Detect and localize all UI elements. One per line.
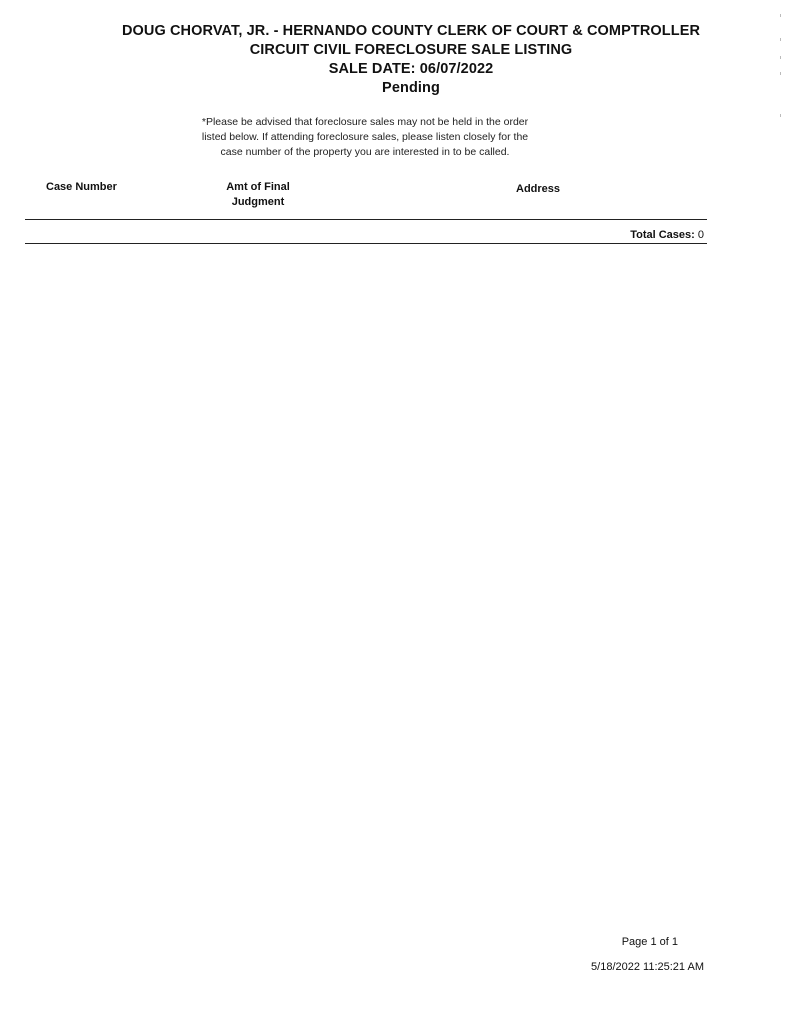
clerk-title: DOUG CHORVAT, JR. - HERNANDO COUNTY CLERK OF COURT & COMPTROLLER [121, 23, 701, 39]
status-label: Pending [382, 80, 440, 96]
sale-date: SALE DATE: 06/07/2022 [328, 61, 494, 77]
total-divider [25, 243, 707, 244]
scan-speck [780, 72, 781, 75]
column-header-address: Address [516, 183, 561, 195]
column-header-case-number: Case Number [46, 181, 117, 193]
scan-speck [780, 14, 781, 17]
listing-title: CIRCUIT CIVIL FORECLOSURE SALE LISTING [249, 42, 573, 58]
header-divider [25, 219, 707, 220]
page-number: Page 1 of 1 [621, 936, 678, 948]
amount-header-line-2: Judgment [231, 196, 285, 208]
amount-header-line-1: Amt of Final [226, 181, 290, 193]
print-timestamp: 5/18/2022 11:25:21 AM [591, 961, 704, 973]
column-header-amount [213, 180, 303, 210]
notice-line-2: listed below. If attending foreclosure sales, please listen closely for the [201, 131, 529, 143]
scan-artifacts [780, 10, 782, 120]
total-cases-value: 0 [697, 229, 704, 241]
scan-speck [780, 114, 781, 117]
notice-line-1: *Please be advised that foreclosure sales may not be held in the order [201, 116, 529, 128]
document-header [0, 22, 796, 98]
notice-line-3: case number of the property you are interested in to be called. [220, 146, 510, 158]
total-cases-label: Total Cases: [630, 229, 695, 241]
advisory-notice [150, 115, 580, 160]
scan-speck [780, 38, 781, 41]
scan-speck [780, 56, 781, 59]
total-cases [630, 228, 704, 242]
